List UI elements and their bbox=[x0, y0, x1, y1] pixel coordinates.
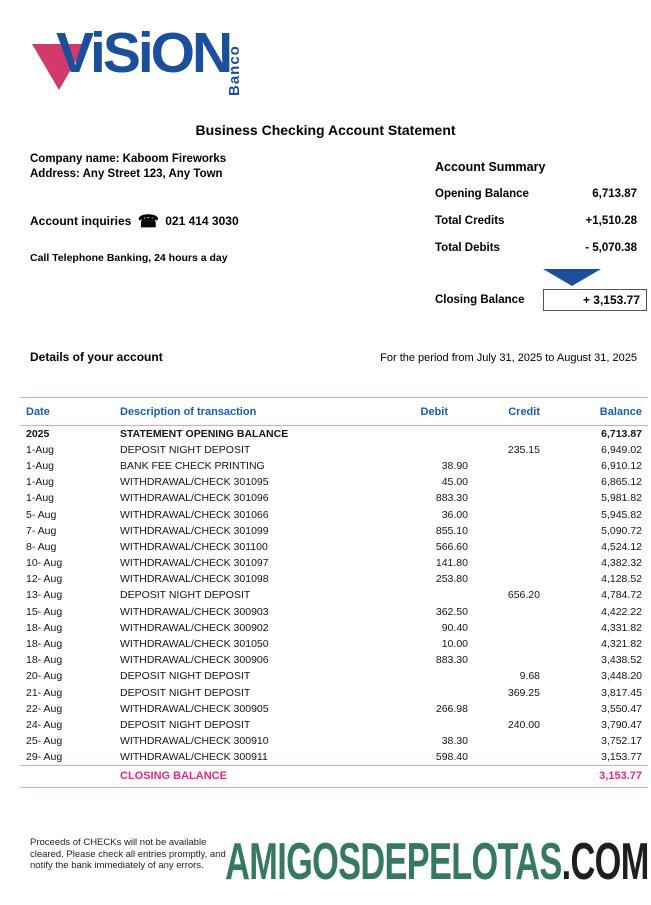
transaction-credit bbox=[468, 571, 540, 587]
transaction-row bbox=[20, 620, 648, 636]
transaction-date: 18- Aug bbox=[26, 654, 63, 667]
transaction-date: 8- Aug bbox=[26, 540, 57, 553]
transaction-description: WITHDRAWAL/CHECK 301066 bbox=[120, 508, 269, 521]
transaction-credit bbox=[468, 620, 540, 636]
transaction-debit: 141.80 bbox=[435, 557, 468, 570]
transaction-credit bbox=[468, 426, 540, 442]
transaction-balance: 4,321.82 bbox=[601, 638, 642, 651]
transaction-credit bbox=[468, 733, 540, 749]
transaction-debit: 266.98 bbox=[435, 702, 468, 715]
transaction-date: 7- Aug bbox=[26, 524, 57, 537]
transaction-row bbox=[20, 426, 648, 442]
summary-value: +1,510.28 bbox=[585, 215, 637, 227]
transaction-credit bbox=[468, 652, 540, 668]
details-header-row bbox=[30, 350, 637, 364]
closing-balance-description: CLOSING BALANCE bbox=[120, 770, 227, 783]
transaction-balance: 4,331.82 bbox=[601, 621, 642, 634]
transaction-credit: 235.15 bbox=[507, 443, 540, 456]
transaction-description: WITHDRAWAL/CHECK 301098 bbox=[120, 573, 269, 586]
transaction-balance: 4,128.52 bbox=[601, 573, 642, 586]
arrow-down-icon bbox=[543, 269, 601, 286]
watermark-name: AMIGOSDEPELOTAS bbox=[225, 833, 563, 891]
transaction-debit: 883.30 bbox=[435, 654, 468, 667]
transaction-row bbox=[20, 523, 648, 539]
transaction-balance: 3,448.20 bbox=[601, 670, 642, 683]
transaction-balance: 4,784.72 bbox=[601, 589, 642, 602]
footer-disclaimer bbox=[30, 837, 226, 872]
transaction-debit: 90.40 bbox=[441, 621, 468, 634]
transaction-row bbox=[20, 636, 648, 652]
transaction-row bbox=[20, 749, 648, 765]
transaction-row bbox=[20, 490, 648, 506]
transaction-debit: 598.40 bbox=[435, 751, 468, 764]
account-inquiries-line bbox=[30, 212, 239, 232]
transaction-date: 2025 bbox=[26, 427, 50, 440]
transaction-debit bbox=[372, 587, 468, 603]
summary-total-debits-row bbox=[435, 242, 647, 256]
transaction-credit bbox=[468, 749, 540, 765]
transaction-row bbox=[20, 668, 648, 684]
transaction-credit bbox=[468, 539, 540, 555]
logo-brand-text: ViSiON bbox=[56, 21, 231, 85]
closing-balance-table-row bbox=[20, 765, 648, 787]
transaction-date: 18- Aug bbox=[26, 638, 63, 651]
summary-label: Total Debits bbox=[435, 242, 500, 254]
column-header-credit: Credit bbox=[508, 405, 540, 418]
disclaimer-line: cleared. Please check all entries promptly, and bbox=[30, 848, 226, 860]
transaction-row bbox=[20, 604, 648, 620]
transaction-date: 1-Aug bbox=[26, 492, 55, 505]
transaction-date: 29- Aug bbox=[26, 751, 63, 764]
logo-banco-text: Banco bbox=[226, 45, 243, 96]
closing-balance-amount: 3,153.77 bbox=[599, 770, 642, 783]
transaction-row bbox=[20, 685, 648, 701]
transaction-debit bbox=[372, 668, 468, 684]
transaction-date: 25- Aug bbox=[26, 735, 63, 748]
transactions-table bbox=[20, 397, 648, 788]
transaction-debit: 10.00 bbox=[441, 638, 468, 651]
transaction-balance: 3,153.77 bbox=[601, 751, 642, 764]
transaction-balance: 5,981.82 bbox=[601, 492, 642, 505]
inquiries-label: Account inquiries bbox=[30, 214, 132, 228]
transaction-debit: 36.00 bbox=[441, 508, 468, 521]
summary-label: Total Credits bbox=[435, 215, 505, 227]
transaction-description: WITHDRAWAL/CHECK 300911 bbox=[120, 751, 268, 764]
details-heading: Details of your account bbox=[30, 350, 163, 364]
transaction-description: WITHDRAWAL/CHECK 300906 bbox=[120, 654, 269, 667]
transaction-debit: 38.30 bbox=[441, 735, 468, 748]
account-summary bbox=[435, 160, 647, 311]
transaction-description: WITHDRAWAL/CHECK 301099 bbox=[120, 524, 269, 537]
column-header-date: Date bbox=[26, 405, 50, 418]
transaction-credit bbox=[468, 604, 540, 620]
transaction-date: 12- Aug bbox=[26, 573, 63, 586]
page-title: Business Checking Account Statement bbox=[195, 122, 456, 138]
transaction-balance: 3,817.45 bbox=[601, 686, 642, 699]
transaction-balance: 3,790.47 bbox=[601, 718, 642, 731]
transaction-debit: 38.90 bbox=[441, 459, 468, 472]
transaction-debit bbox=[372, 685, 468, 701]
transaction-date: 1-Aug bbox=[26, 443, 55, 456]
column-header-description: Description of transaction bbox=[120, 405, 257, 418]
summary-value: 6,713.87 bbox=[592, 188, 637, 200]
transaction-row bbox=[20, 458, 648, 474]
watermark-tld: .COM bbox=[562, 833, 649, 891]
transaction-debit: 45.00 bbox=[441, 476, 468, 489]
transaction-description: WITHDRAWAL/CHECK 301097 bbox=[120, 557, 269, 570]
transaction-date: 22- Aug bbox=[26, 702, 63, 715]
summary-label: Opening Balance bbox=[435, 188, 529, 200]
transaction-date: 15- Aug bbox=[26, 605, 63, 618]
closing-balance-label: Closing Balance bbox=[435, 294, 525, 306]
transaction-description: DEPOSIT NIGHT DEPOSIT bbox=[120, 670, 251, 683]
summary-heading: Account Summary bbox=[435, 160, 546, 174]
transaction-date: 20- Aug bbox=[26, 670, 63, 683]
telebanking-line: Call Telephone Banking, 24 hours a day bbox=[30, 252, 228, 264]
transaction-row bbox=[20, 571, 648, 587]
transaction-description: DEPOSIT NIGHT DEPOSIT bbox=[120, 443, 251, 456]
transaction-date: 24- Aug bbox=[26, 718, 63, 731]
transaction-row bbox=[20, 733, 648, 749]
transaction-debit: 855.10 bbox=[435, 524, 468, 537]
transaction-description: WITHDRAWAL/CHECK 300902 bbox=[120, 621, 269, 634]
company-info bbox=[30, 152, 226, 182]
transaction-balance: 6,949.02 bbox=[601, 443, 642, 456]
telephone-icon: ☎ bbox=[137, 212, 159, 231]
statement-period: For the period from July 31, 2025 to August 31, 2025 bbox=[380, 352, 637, 364]
transaction-credit bbox=[468, 490, 540, 506]
closing-balance-row bbox=[435, 289, 647, 311]
transaction-credit: 369.25 bbox=[507, 686, 540, 699]
transaction-description: WITHDRAWAL/CHECK 300910 bbox=[120, 735, 269, 748]
transaction-date: 18- Aug bbox=[26, 621, 63, 634]
transaction-balance: 6,865.12 bbox=[601, 476, 642, 489]
transaction-description: WITHDRAWAL/CHECK 301095 bbox=[120, 476, 269, 489]
company-address-line: Address: Any Street 123, Any Town bbox=[30, 168, 223, 180]
transaction-debit: 253.80 bbox=[435, 573, 468, 586]
disclaimer-line: notify the bank immediately of any errors. bbox=[30, 860, 204, 871]
transaction-credit bbox=[468, 474, 540, 490]
transaction-credit bbox=[468, 555, 540, 571]
transaction-date: 13- Aug bbox=[26, 589, 63, 602]
transaction-debit: 883.30 bbox=[435, 492, 468, 505]
transaction-date: 21- Aug bbox=[26, 686, 63, 699]
transaction-description: DEPOSIT NIGHT DEPOSIT bbox=[120, 686, 251, 699]
transaction-debit: 566.60 bbox=[435, 540, 468, 553]
transaction-description: STATEMENT OPENING BALANCE bbox=[120, 427, 289, 440]
transaction-date: 10- Aug bbox=[26, 557, 63, 570]
summary-opening-balance-row bbox=[435, 188, 647, 202]
closing-balance-value-box: + 3,153.77 bbox=[543, 289, 647, 311]
transaction-description: DEPOSIT NIGHT DEPOSIT bbox=[120, 718, 251, 731]
transaction-row bbox=[20, 555, 648, 571]
transaction-balance: 4,382.32 bbox=[601, 557, 642, 570]
summary-value: - 5,070.38 bbox=[585, 242, 637, 254]
transaction-credit: 9.68 bbox=[519, 670, 540, 683]
transaction-balance: 6,910.12 bbox=[601, 459, 642, 472]
transaction-credit bbox=[468, 636, 540, 652]
transaction-description: WITHDRAWAL/CHECK 301096 bbox=[120, 492, 269, 505]
transaction-row bbox=[20, 717, 648, 733]
transaction-description: WITHDRAWAL/CHECK 301100 bbox=[120, 540, 268, 553]
transaction-row bbox=[20, 442, 648, 458]
summary-total-credits-row bbox=[435, 215, 647, 229]
transaction-balance: 5,090.72 bbox=[601, 524, 642, 537]
company-name-line: Company name: Kaboom Fireworks bbox=[30, 153, 227, 165]
transaction-credit bbox=[468, 458, 540, 474]
transaction-date: 5- Aug bbox=[26, 508, 57, 521]
transaction-credit bbox=[468, 701, 540, 717]
transaction-balance: 3,438.52 bbox=[601, 654, 642, 667]
transaction-debit: 362.50 bbox=[435, 605, 468, 618]
transaction-debit bbox=[372, 717, 468, 733]
transaction-credit: 656.20 bbox=[507, 589, 540, 602]
transaction-debit bbox=[372, 426, 468, 442]
transaction-balance: 4,524.12 bbox=[601, 540, 642, 553]
transaction-balance: 3,550.47 bbox=[601, 702, 642, 715]
inquiries-phone-number: 021 414 3030 bbox=[165, 214, 239, 228]
transaction-row bbox=[20, 506, 648, 522]
transaction-description: BANK FEE CHECK PRINTING bbox=[120, 459, 265, 472]
column-header-debit: Debit bbox=[420, 405, 448, 418]
transaction-date: 1-Aug bbox=[26, 476, 55, 489]
transaction-balance: 3,752.17 bbox=[601, 735, 642, 748]
transaction-row bbox=[20, 652, 648, 668]
disclaimer-line: Proceeds of CHECKs will not be available bbox=[30, 837, 207, 848]
transaction-balance: 5,945.82 bbox=[601, 508, 642, 521]
table-header-row bbox=[20, 398, 648, 426]
transaction-credit: 240.00 bbox=[507, 718, 540, 731]
column-header-balance: Balance bbox=[599, 405, 642, 418]
transaction-credit bbox=[468, 506, 540, 522]
transaction-row bbox=[20, 587, 648, 603]
transaction-debit bbox=[372, 442, 468, 458]
transaction-row bbox=[20, 539, 648, 555]
transaction-row bbox=[20, 474, 648, 490]
transaction-description: WITHDRAWAL/CHECK 300905 bbox=[120, 702, 269, 715]
transaction-credit bbox=[468, 523, 540, 539]
site-watermark bbox=[225, 833, 649, 891]
transaction-balance: 6,713.87 bbox=[601, 427, 642, 440]
vision-banco-logo bbox=[28, 21, 248, 96]
transaction-row bbox=[20, 701, 648, 717]
transactions-body bbox=[20, 426, 648, 766]
transaction-date: 1-Aug bbox=[26, 459, 55, 472]
transaction-description: DEPOSIT NIGHT DEPOSIT bbox=[120, 589, 251, 602]
transaction-description: WITHDRAWAL/CHECK 300903 bbox=[120, 605, 269, 618]
transaction-description: WITHDRAWAL/CHECK 301050 bbox=[120, 638, 269, 651]
transaction-balance: 4,422.22 bbox=[601, 605, 642, 618]
